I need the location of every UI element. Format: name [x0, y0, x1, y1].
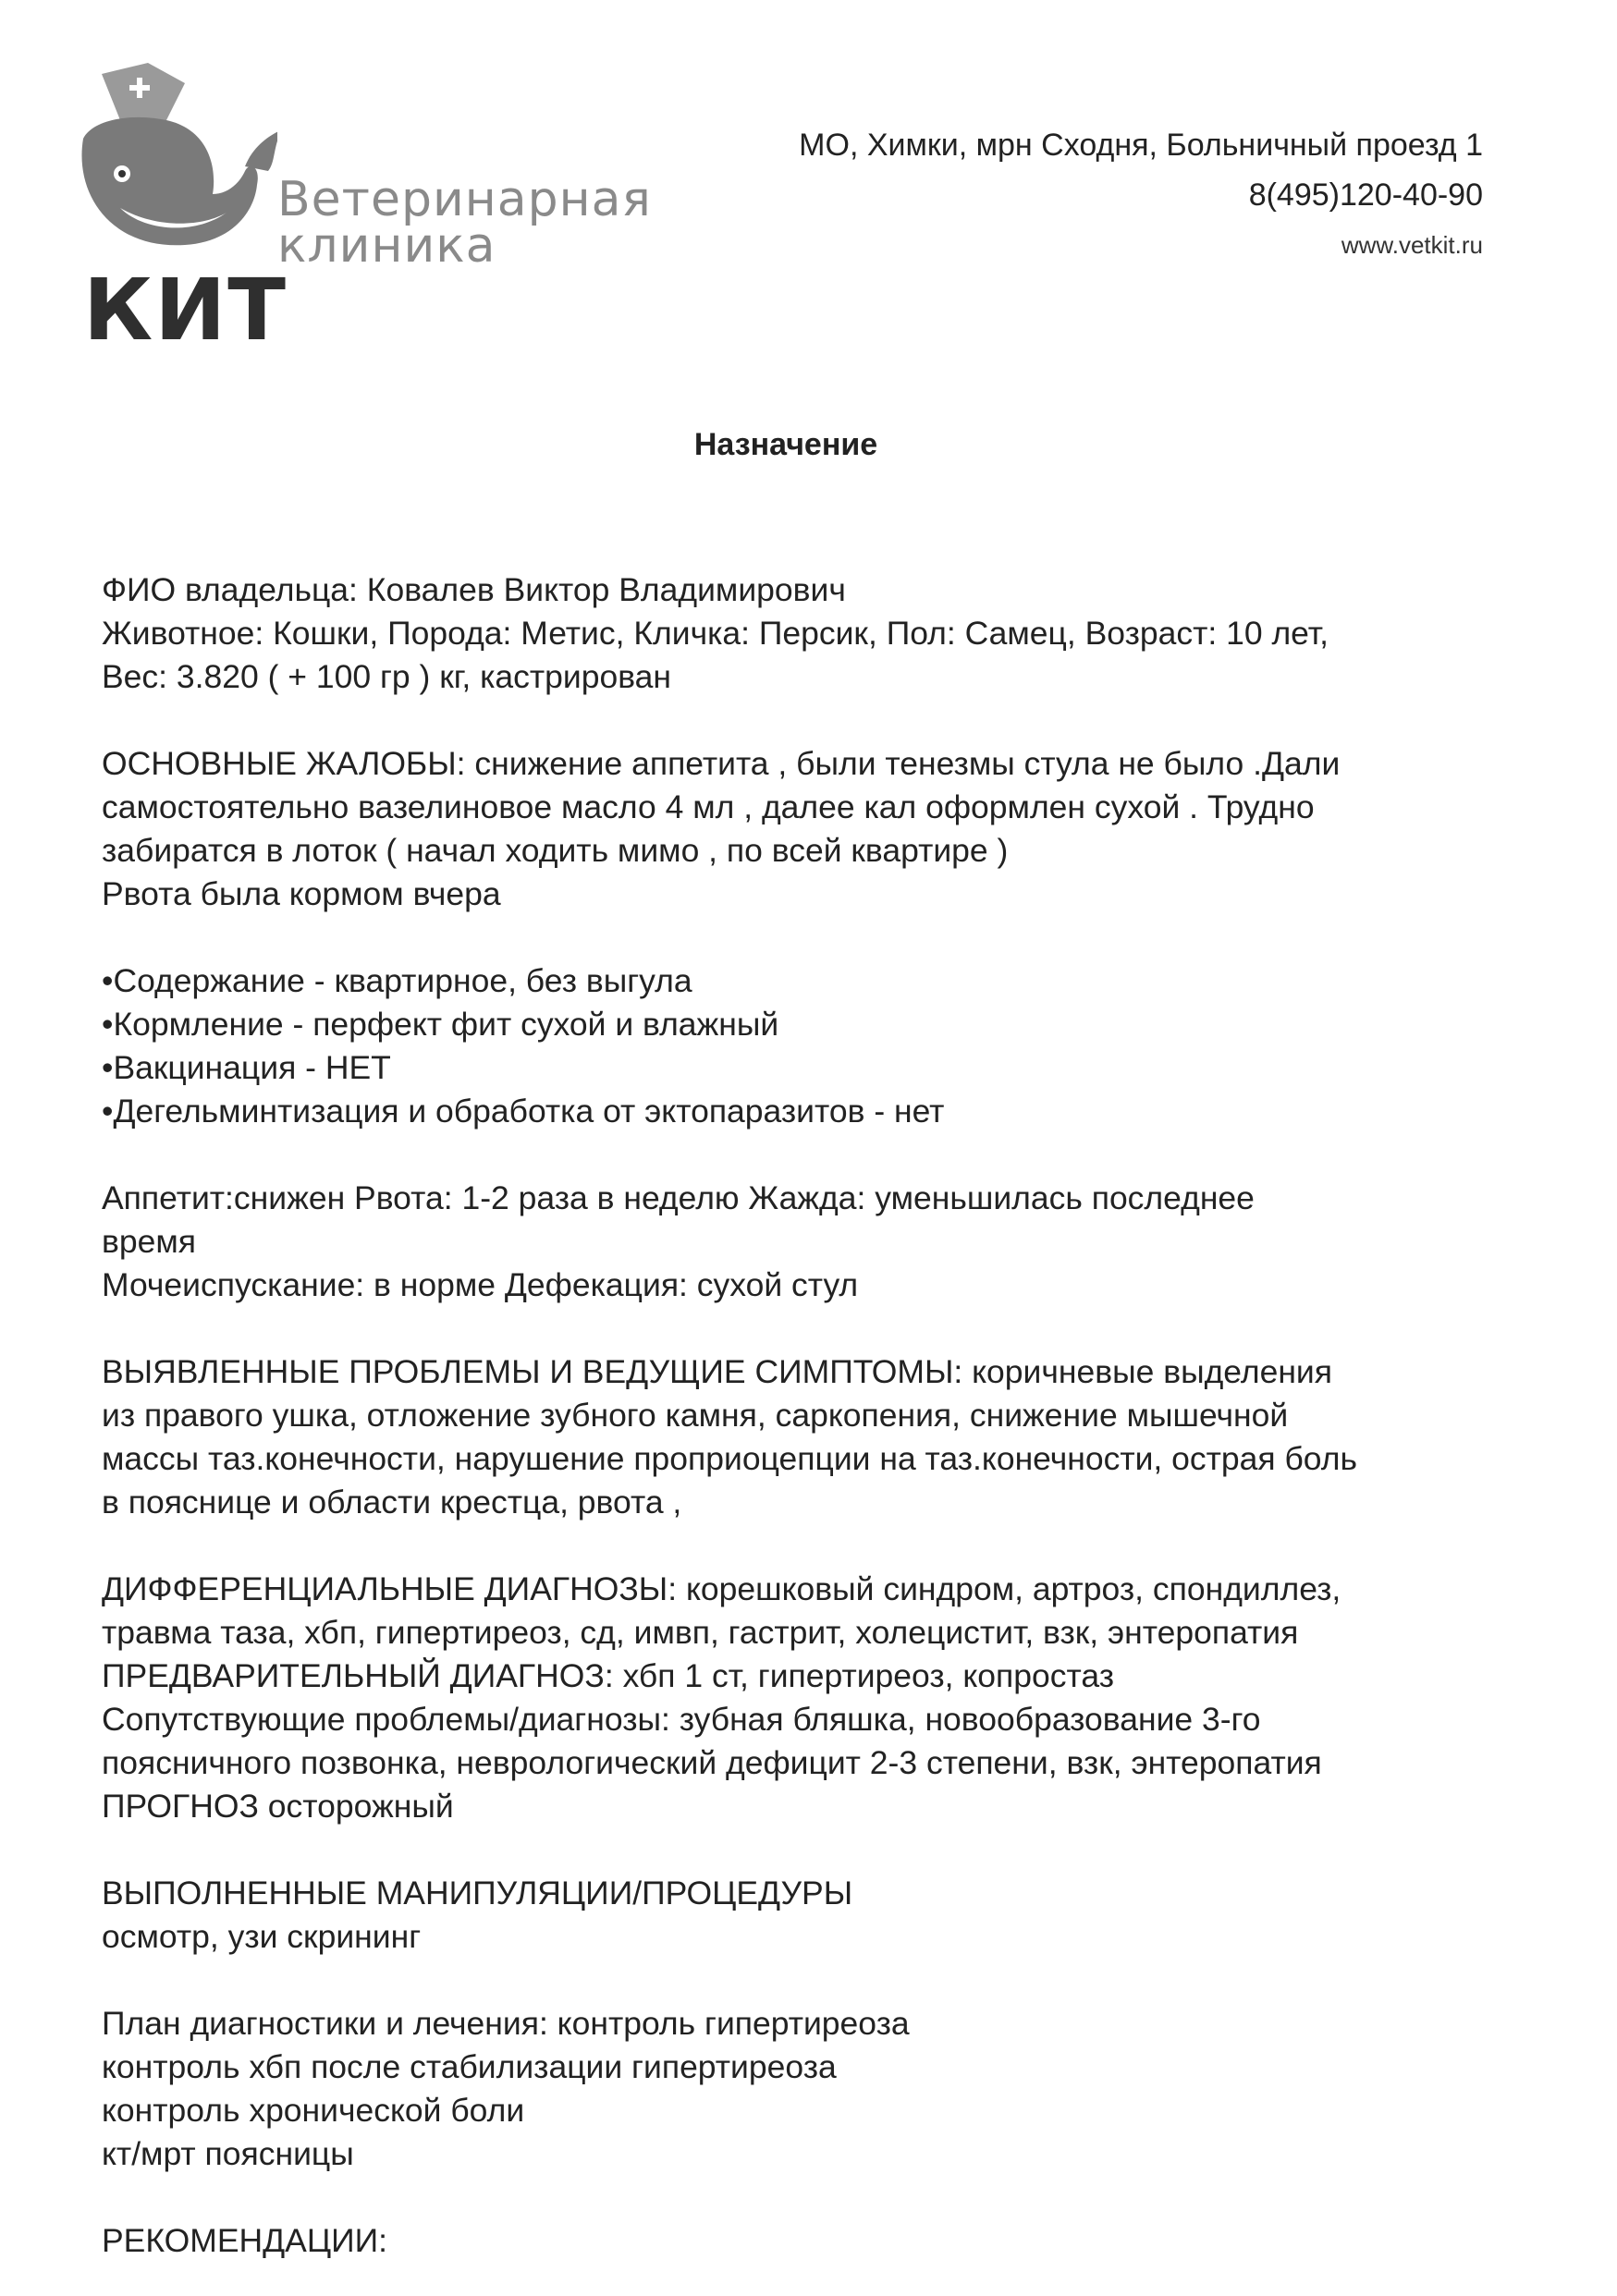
status-line: Мочеиспускание: в норме Дефекация: сухой стул: [102, 1266, 859, 1303]
complaints-line: забиратся в лоток ( начал ходить мимо , по всей квартире ): [102, 832, 1009, 869]
history-item: • Кормление - перфект фит сухой и влажный: [102, 1003, 1488, 1046]
procedures-text: осмотр, узи скрининг: [102, 1918, 422, 1955]
whale-logo-icon: [55, 55, 277, 277]
plan-line: контроль хбп после стабилизации гипертиреоза: [102, 2048, 837, 2085]
owner-line: ФИО владельца: Ковалев Виктор Владимирович: [102, 571, 846, 608]
symptoms-line: из правого ушка, отложение зубного камня, саркопения, снижение мышечной: [102, 1397, 1289, 1434]
complaints-line: ОСНОВНЫЕ ЖАЛОБЫ: снижение аппетита , были тенезмы стула не было .Дали: [102, 745, 1341, 782]
clinic-logo: [55, 55, 652, 360]
symptoms-line: в пояснице и области крестца, рвота ,: [102, 1484, 682, 1520]
animal-line: Животное: Кошки, Порода: Метис, Кличка: Персик, Пол: Самец, Возраст: 10 лет,: [102, 615, 1329, 652]
clinic-contacts: [799, 120, 1483, 270]
document-body: [102, 568, 1488, 2263]
brand-subtitle-line2: клиника: [277, 218, 496, 274]
symptoms-line: ВЫЯВЛЕННЫЕ ПРОБЛЕМЫ И ВЕДУЩИЕ СИМПТОМЫ: коричневые выделения: [102, 1353, 1332, 1390]
plan-line: План диагностики и лечения: контроль гипертиреоза: [102, 2005, 910, 2042]
complaints-line: самостоятельно вазелиновое масло 4 мл , далее кал оформлен сухой . Трудно: [102, 788, 1315, 825]
clinic-address: МО, Химки, мрн Сходня, Больничный проезд 1: [799, 128, 1483, 163]
recommendations-heading: РЕКОМЕНДАЦИИ:: [102, 2222, 388, 2259]
status-line: время: [102, 1223, 196, 1260]
complaints-line: Рвота была кормом вчера: [102, 875, 501, 912]
diagnoses-line: ДИФФЕРЕНЦИАЛЬНЫЕ ДИАГНОЗЫ: корешковый синдром, артроз, спондиллез,: [102, 1570, 1341, 1607]
symptoms-line: массы таз.конечности, нарушение проприоцепции на таз.конечности, острая боль: [102, 1440, 1357, 1477]
procedures-heading: ВЫПОЛНЕННЫЕ МАНИПУЛЯЦИИ/ПРОЦЕДУРЫ: [102, 1875, 853, 1911]
plan-line: кт/мрт поясницы: [102, 2135, 354, 2172]
plan-line: контроль хронической боли: [102, 2092, 525, 2129]
diagnoses-line: травма таза, хбп, гипертиреоз, сд, имвп, гастрит, холецистит, взк, энтеропатия: [102, 1614, 1299, 1651]
diagnoses-line: поясничного позвонка, неврологический дефицит 2-3 степени, взк, энтеропатия: [102, 1744, 1322, 1781]
weight-line: Вес: 3.820 ( + 100 гр ) кг, кастрирован: [102, 658, 672, 695]
history-item: • Дегельминтизация и обработка от эктопаразитов - нет: [102, 1090, 1488, 1133]
clinic-phone: 8(495)120-40-90: [1248, 177, 1483, 213]
history-item: • Вакцинация - НЕТ: [102, 1046, 1488, 1090]
diagnoses-line: Сопутствующие проблемы/диагнозы: зубная бляшка, новообразование 3-го: [102, 1701, 1261, 1738]
document-title: Назначение: [693, 427, 878, 462]
status-line: Аппетит:снижен Рвота: 1-2 раза в неделю Жажда: уменьшилась последнее: [102, 1179, 1255, 1216]
brand-name: КИТ: [83, 261, 288, 360]
diagnoses-line: ПРОГНОЗ осторожный: [102, 1788, 454, 1825]
diagnoses-line: ПРЕДВАРИТЕЛЬНЫЙ ДИАГНОЗ: хбп 1 ст, гипертиреоз, копростаз: [102, 1657, 1114, 1694]
brand-subtitle-line1: Ветеринарная: [277, 172, 652, 227]
clinic-website: www.vetkit.ru: [1341, 231, 1483, 259]
history-item: • Содержание - квартирное, без выгула: [102, 959, 1488, 1003]
